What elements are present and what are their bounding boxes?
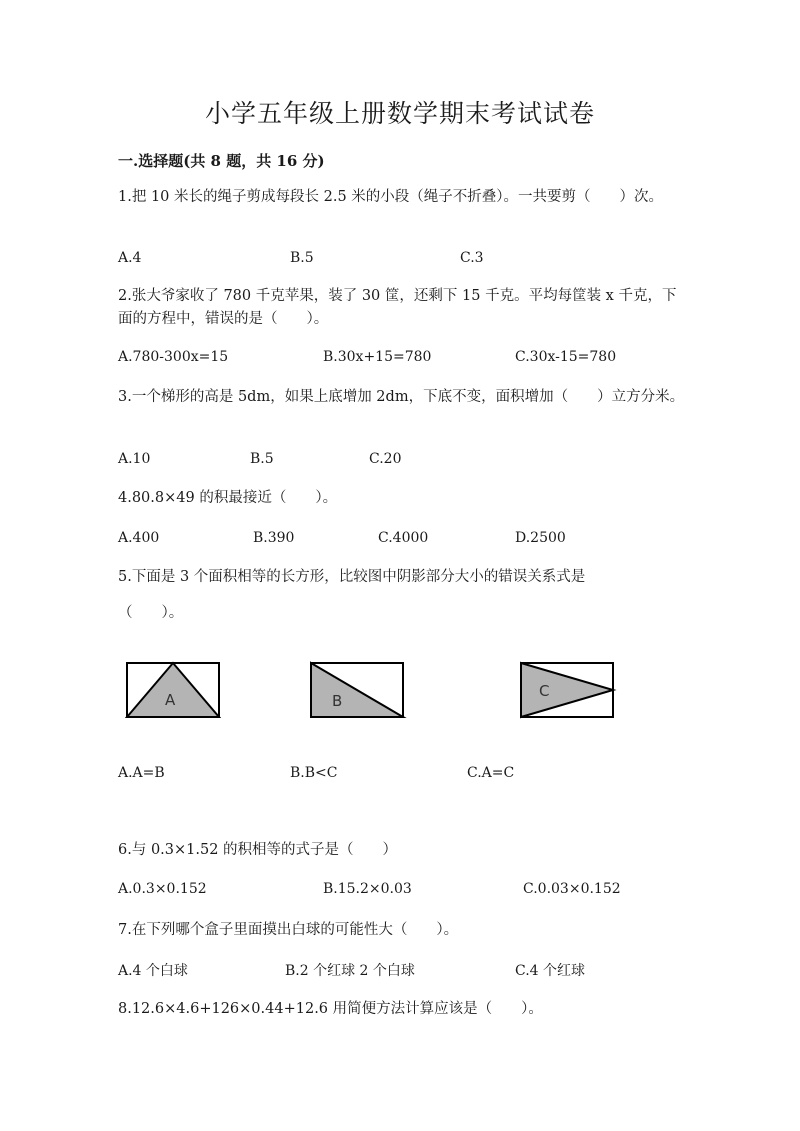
option-b[interactable]: B.B<C xyxy=(290,765,338,781)
option-a[interactable]: A.10 xyxy=(118,451,151,467)
question-5-blank: （ ）。 xyxy=(118,605,184,621)
figure-label-a: A xyxy=(165,691,176,709)
question-3: 3.一个梯形的高是 5dm，如果上底增加 2dm，下底不变，面积增加（ ）立方分米。 xyxy=(118,389,685,405)
options-q7 xyxy=(118,960,718,980)
option-b[interactable]: B.30x+15=780 xyxy=(323,349,432,365)
question-8: 8.12.6×4.6+126×0.44+12.6 用简便方法计算应该是（ ）。 xyxy=(118,1001,543,1017)
rectangles-figure xyxy=(118,655,638,735)
rectangles-svg xyxy=(118,655,638,735)
figure-label-c: C xyxy=(539,682,550,700)
options-q2 xyxy=(118,349,718,369)
options-q3 xyxy=(118,451,718,471)
option-c[interactable]: C.4 个红球 xyxy=(515,963,586,979)
option-c[interactable]: C.4000 xyxy=(378,530,429,546)
option-d[interactable]: D.2500 xyxy=(515,530,566,546)
question-6: 6.与 0.3×1.52 的积相等的式子是（ ） xyxy=(118,842,398,858)
options-q5 xyxy=(118,765,718,785)
question-1: 1.把 10 米长的绳子剪成每段长 2.5 米的小段（绳子不折叠）。一共要剪（ ）次。 xyxy=(118,189,664,205)
options-q6 xyxy=(118,881,718,901)
option-b[interactable]: B.15.2×0.03 xyxy=(323,881,412,897)
option-a[interactable]: A.A=B xyxy=(118,765,165,781)
option-c[interactable]: C.A=C xyxy=(467,765,515,781)
option-a[interactable]: A.780-300x=15 xyxy=(118,349,229,365)
option-a[interactable]: A.400 xyxy=(118,530,160,546)
option-b[interactable]: B.390 xyxy=(253,530,295,546)
option-b[interactable]: B.5 xyxy=(250,451,274,467)
options-q1 xyxy=(118,250,718,270)
option-c[interactable]: C.30x-15=780 xyxy=(515,349,617,365)
option-a[interactable]: A.4 xyxy=(118,250,142,266)
question-5: 5.下面是 3 个面积相等的长方形，比较图中阴影部分大小的错误关系式是 xyxy=(118,569,586,585)
option-b[interactable]: B.2 个红球 2 个白球 xyxy=(285,963,415,979)
question-4: 4.80.8×49 的积最接近（ ）。 xyxy=(118,490,338,506)
question-7: 7.在下列哪个盒子里面摸出白球的可能性大（ ）。 xyxy=(118,922,459,938)
page-title: 小学五年级上册数学期末考试试卷 xyxy=(204,99,595,128)
section-heading: 一.选择题(共 8 题，共 16 分) xyxy=(118,152,325,170)
option-c[interactable]: C.0.03×0.152 xyxy=(523,881,621,897)
option-b[interactable]: B.5 xyxy=(290,250,314,266)
option-a[interactable]: A.0.3×0.152 xyxy=(118,881,207,897)
option-a[interactable]: A.4 个白球 xyxy=(118,963,188,979)
option-c[interactable]: C.3 xyxy=(460,250,484,266)
figure-label-b: B xyxy=(332,692,343,710)
options-q4 xyxy=(118,530,718,550)
question-2: 2.张大爷家收了 780 千克苹果，装了 30 筐，还剩下 15 千克。平均每筐装 x 千克，下面的方程中，错误的是（ ）。 xyxy=(118,288,677,327)
option-c[interactable]: C.20 xyxy=(369,451,402,467)
